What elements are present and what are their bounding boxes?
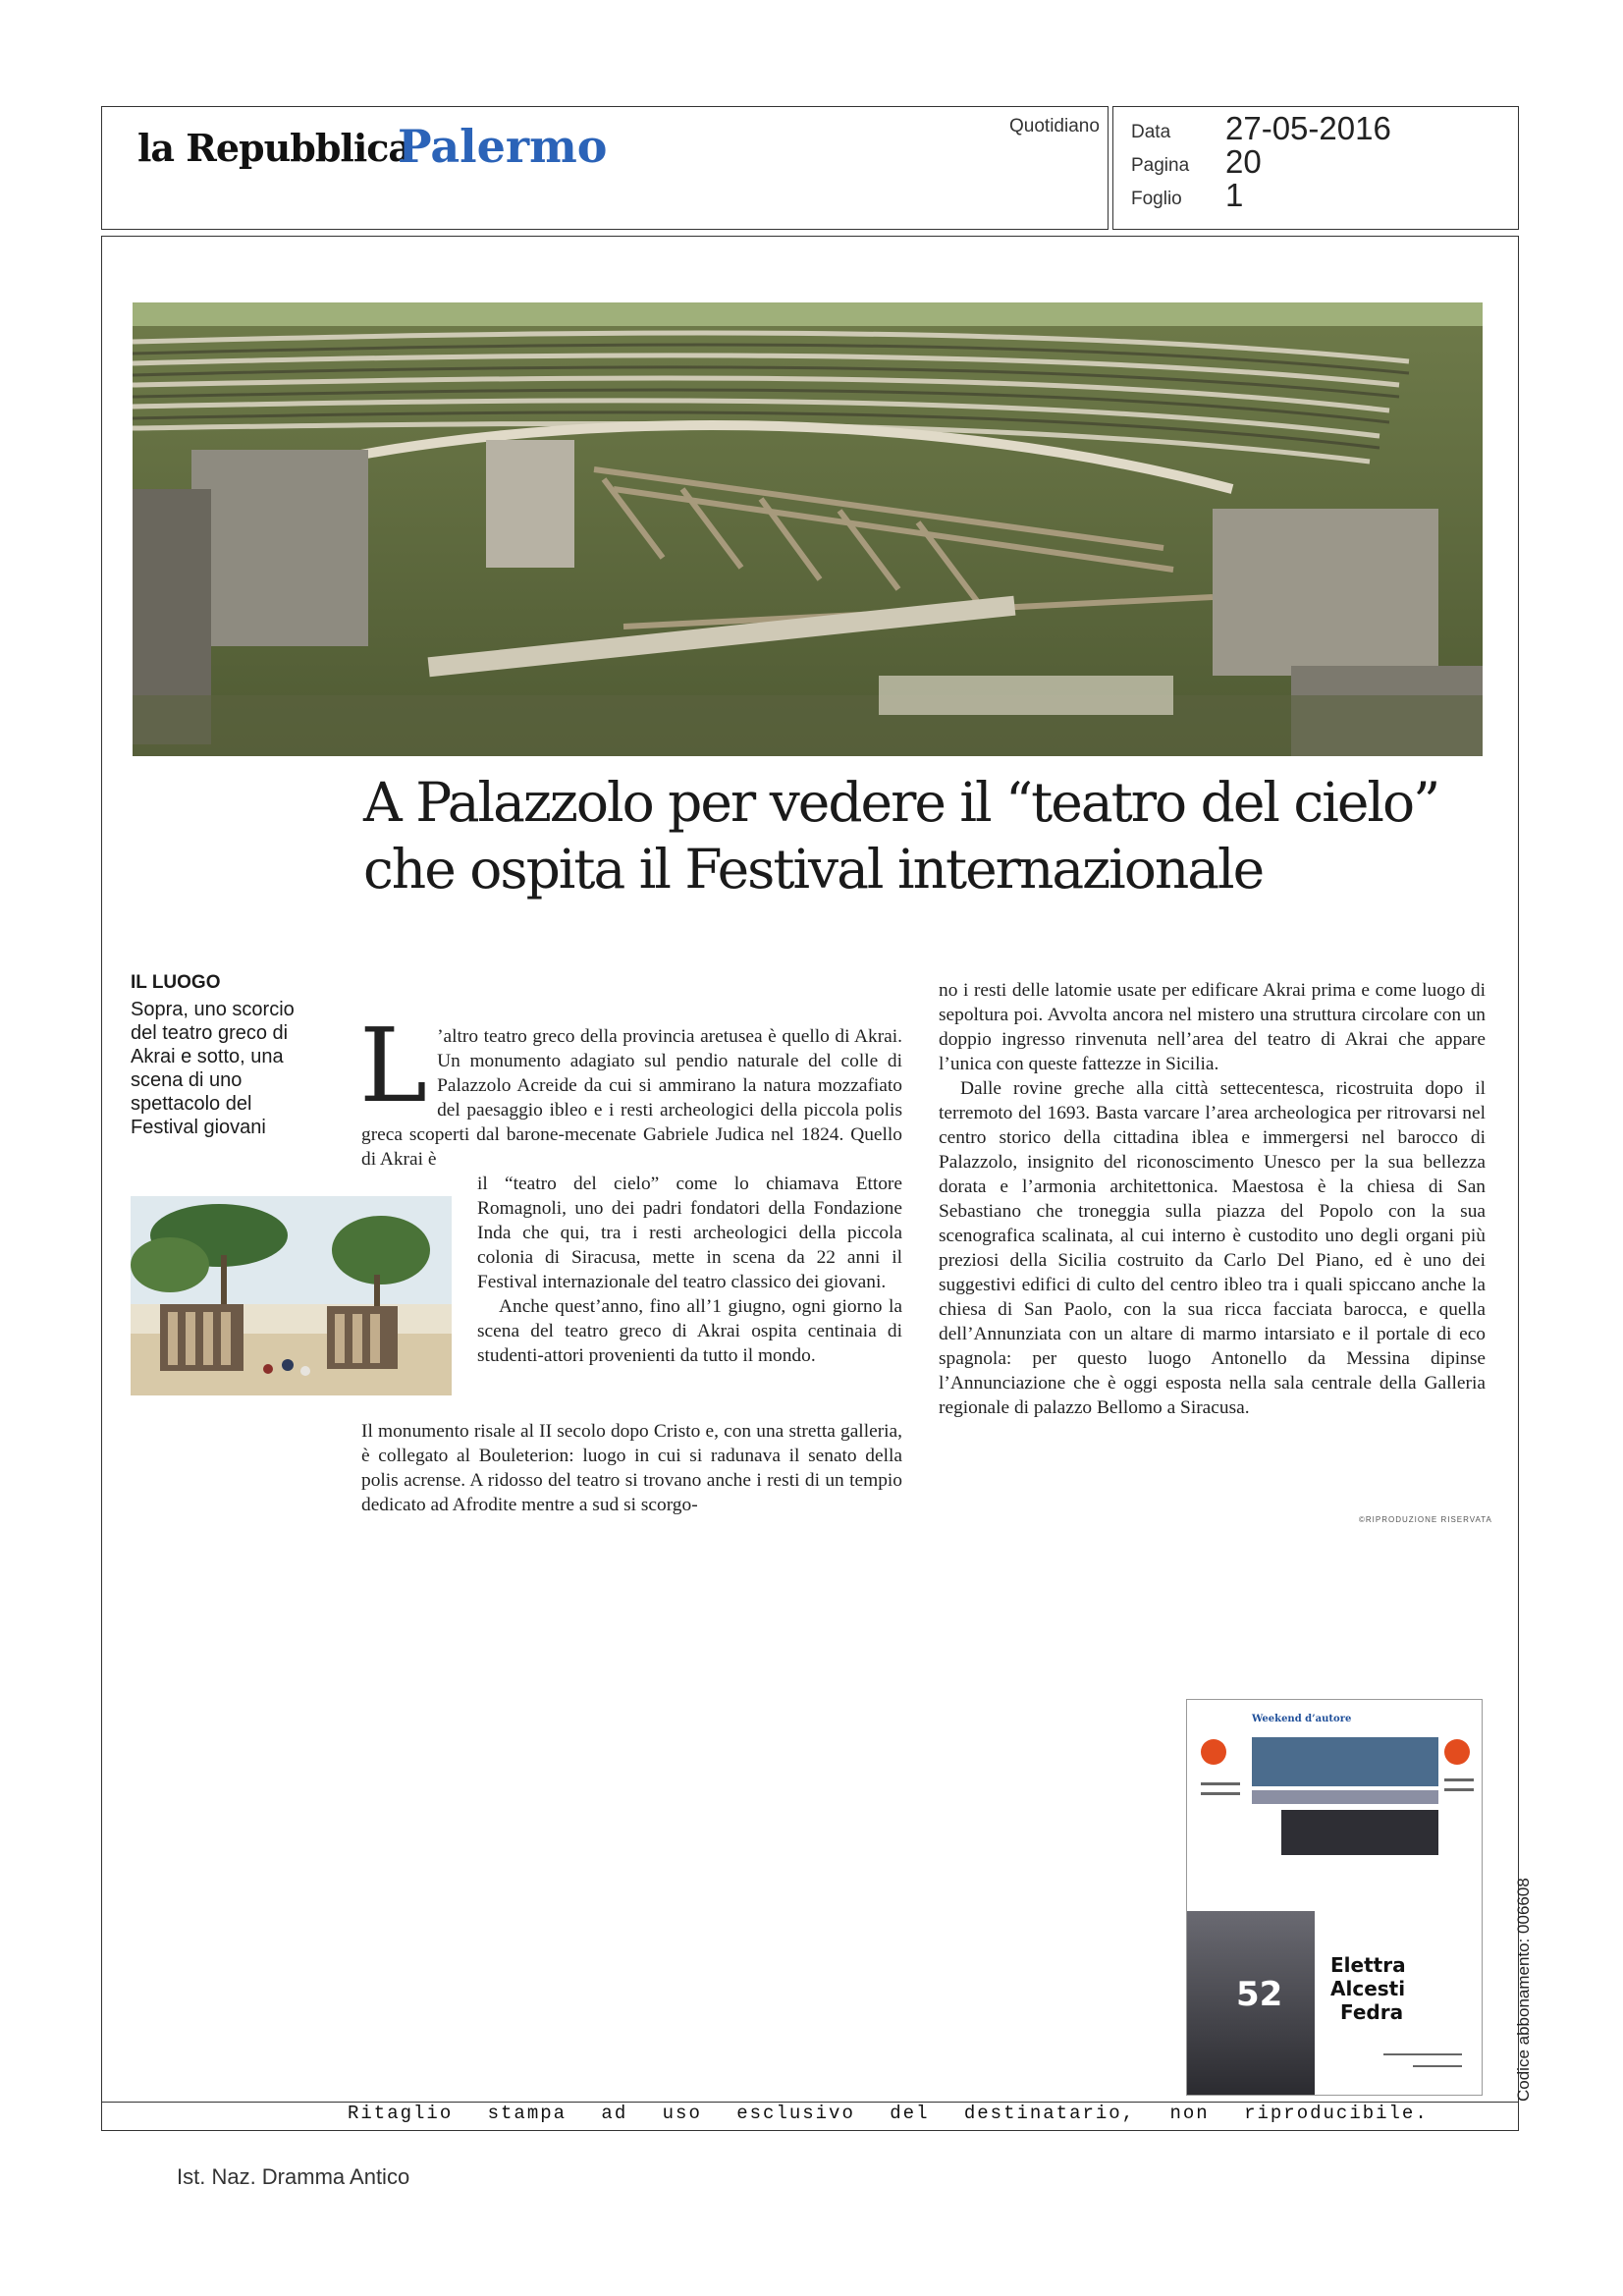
article-paragraph-1-side: il “teatro del cielo” come lo chiamava Ettore Romagnoli, uno dei padri fondatori della Fondazione Inda che qui, tra i resti archeologici della piccola colonia di Siracusa, mette in scena da 22 anni il Festival internazionale del teatro classico dei giovani. (477, 1174, 902, 1292)
page-thumbnail (1186, 1699, 1483, 2096)
thumbnail-photo (1252, 1737, 1438, 1786)
thumbnail-number: 52 (1236, 1975, 1283, 2014)
article-paragraph-2-side: Anche quest’anno, fino all’1 giugno, ogni giorno la scena del teatro greco di Akrai ospita centinaia di studenti-attori provenienti da tutto il mondo. (477, 1296, 902, 1366)
article-headline-line1: A Palazzolo per vedere il “teatro del cielo” (363, 771, 1439, 834)
article-column-2 (939, 978, 1486, 1420)
meta-sheet-value: 1 (1225, 177, 1244, 213)
meta-page-value: 20 (1225, 143, 1262, 180)
source-name: Ist. Naz. Dramma Antico (177, 2164, 410, 2189)
thumbnail-play-3: Fedra (1340, 2000, 1404, 2024)
footer-notice: Ritaglio stampa ad uso esclusivo del destinatario, non riproducibile. (348, 2103, 1429, 2124)
subscription-code: Codice abbonamento: 006608 (1514, 1878, 1533, 2102)
thumbnail-text-block (1281, 1810, 1438, 1855)
festival-scene-image (131, 1196, 452, 1395)
article-column-1-side (477, 1172, 902, 1368)
caption-kicker: IL LUOGO (131, 972, 221, 993)
article-column-1-intro (359, 1006, 902, 1172)
masthead-logo: la Repubblica (137, 126, 412, 170)
meta-sheet-label: Foglio (1131, 189, 1182, 209)
theatre-photo (133, 302, 1483, 756)
article-paragraph-3: no i resti delle latomie usate per edificare Akrai prima e come luogo di sepoltura poi. Avvolta ancora nel mistero una struttura circolare con un doppio ingresso rinvenuta nell’area del teatro di Akrai che appare l’unica con queste fattezze in Sicilia. (939, 980, 1486, 1074)
copyright-notice: ©RIPRODUZIONE RISERVATA (1359, 1515, 1492, 1524)
thumbnail-section-title: Weekend d’autore (1252, 1714, 1352, 1724)
article-intro-text: ’altro teatro greco della provincia aretusea è quello di Akrai. Un monumento adagiato sul pendio naturale del colle di Palazzolo Acreide da cui si ammira (437, 1026, 902, 1096)
theatre-photo-image (133, 302, 1483, 756)
thumbnail-headline-band (1252, 1790, 1438, 1804)
meta-date-label: Data (1131, 122, 1171, 142)
periodicity-label: Quotidiano (1009, 116, 1100, 137)
edition-name: Palermo (398, 120, 608, 173)
meta-page-label: Pagina (1131, 155, 1190, 176)
article-paragraph-4: Dalle rovine greche alla città settecentesca, ricostruita dopo il terremoto del 1693. Basta varcare l’area archeologica per ritrovarsi nel centro storico della cittadina iblea e immergersi nel barocco di Palazzolo, insignito del riconoscimento Unesco per la sua bellezza dorata e l’armonia architettonica. Maestosa è la chiesa di San Sebastiano che troneggia sulla piazza del Popolo con la sua scenografica scalinata, al cui interno è custodito uno degli organi più preziosi della Sicilia costruito da Carlo Del Piano, ed è uno dei suggestivi edifici di culto del centro ibleo tra i quali spiccano anche la chiesa di San Paolo, con la sua ricca facciata barocca, e quella dell’Annunziata con un altare di marmo intarsiato e il portale di eco spagnola: per questo luogo Antonello da Messina dipinse l’Annunciazione che è oggi esposta nella sala centrale della Galleria regionale di palazzo Bellomo a Siracusa. (939, 1078, 1486, 1418)
festival-scene-photo (131, 1196, 452, 1395)
caption-text: Sopra, uno scorcio del teatro greco di Akrai e sotto, una scena di uno spettacolo del Festival giovani (131, 999, 295, 1138)
article-headline-line2: che ospita il Festival internazionale (363, 838, 1264, 901)
article-dropcap: L (359, 1006, 428, 1125)
thumbnail-badge-left (1201, 1739, 1226, 1765)
article-intro-text-continued: no la natura mozzafiato del paesaggio ibleo e i resti archeologici della piccola polis greca scoperti dal barone-mecenate Gabriele Judica nel 1824. Quello di Akrai è (361, 1075, 902, 1170)
thumbnail-play-1: Elettra (1330, 1953, 1406, 1977)
meta-date-value: 27-05-2016 (1225, 110, 1391, 146)
thumbnail-play-2: Alcesti (1330, 1977, 1406, 2000)
thumbnail-badge-right (1444, 1739, 1470, 1765)
article-paragraph-2-rest: Il monumento risale al II secolo dopo Cristo e, con una stretta galleria, è collegato al Bouleterion: luogo in cui si radunava il senato della polis acrense. A ridosso del teatro si trovano anche i resti di un tempio dedicato ad Afrodite mentre a sud si scorgo- (361, 1421, 902, 1515)
article-column-1-bottom (361, 1419, 902, 1517)
